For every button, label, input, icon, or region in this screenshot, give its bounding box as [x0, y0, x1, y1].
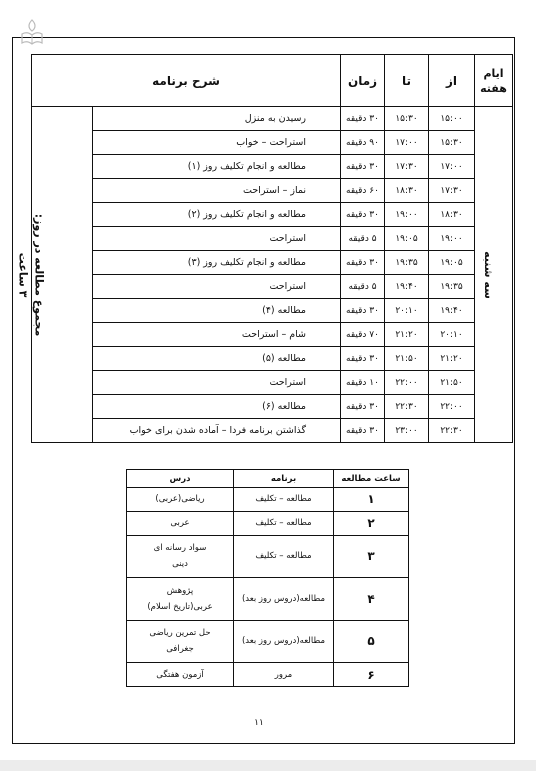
program-cell: مطالعه(دروس روز بعد) — [234, 620, 334, 662]
from-cell: ۲۱:۵۰ — [429, 371, 475, 395]
day-cell — [475, 107, 513, 443]
to-cell: ۲۱:۵۰ — [385, 347, 429, 371]
table-row — [32, 251, 513, 275]
total-study-line1: مجموع مطالعه در روز: — [32, 213, 46, 336]
header-program: برنامه — [234, 470, 334, 488]
from-cell: ۱۹:۳۵ — [429, 275, 475, 299]
to-cell: ۲۲:۰۰ — [385, 371, 429, 395]
table-row — [32, 227, 513, 251]
to-cell: ۱۹:۴۰ — [385, 275, 429, 299]
table-row — [32, 299, 513, 323]
table-row — [32, 131, 513, 155]
duration-cell: ۵ دقیقه — [341, 227, 385, 251]
from-cell: ۲۱:۲۰ — [429, 347, 475, 371]
from-cell: ۱۷:۰۰ — [429, 155, 475, 179]
header-study-hour: ساعت مطالعه — [334, 470, 409, 488]
to-cell: ۲۲:۳۰ — [385, 395, 429, 419]
duration-cell: ۳۰ دقیقه — [341, 299, 385, 323]
description-cell: رسیدن به منزل — [93, 107, 341, 131]
duration-cell: ۳۰ دقیقه — [341, 107, 385, 131]
lesson-line: سواد رسانه ای — [153, 543, 207, 554]
lesson-cell — [127, 620, 234, 662]
lesson-line: ریاضی(عربی) — [155, 494, 205, 505]
duration-cell: ۵ دقیقه — [341, 275, 385, 299]
description-cell: مطالعه و انجام تکلیف روز (۳) — [93, 251, 341, 275]
study-hour-cell: ۳ — [334, 535, 409, 577]
description-cell: مطالعه (۶) — [93, 395, 341, 419]
from-cell: ۱۵:۳۰ — [429, 131, 475, 155]
from-cell: ۱۹:۰۵ — [429, 251, 475, 275]
table-row — [32, 107, 513, 131]
duration-cell: ۳۰ دقیقه — [341, 251, 385, 275]
table-row — [127, 663, 409, 687]
total-study-label — [15, 213, 47, 336]
study-hour-cell: ۵ — [334, 620, 409, 662]
from-cell: ۲۰:۱۰ — [429, 323, 475, 347]
total-study-line2: ۳ ساعت — [16, 252, 30, 297]
description-cell: مطالعه و انجام تکلیف روز (۲) — [93, 203, 341, 227]
program-cell: مطالعه – تکلیف — [234, 488, 334, 512]
duration-cell: ۹۰ دقیقه — [341, 131, 385, 155]
day-label: سه شنبه — [482, 250, 496, 299]
total-study-cell — [16, 107, 93, 443]
study-header-row — [127, 470, 409, 488]
table-row — [127, 488, 409, 512]
duration-cell: ۳۰ دقیقه — [341, 419, 385, 443]
description-cell: استراحت — [93, 275, 341, 299]
table-row — [32, 179, 513, 203]
duration-cell: ۱۰ دقیقه — [341, 371, 385, 395]
duration-cell: ۳۰ دقیقه — [341, 155, 385, 179]
table-row — [32, 347, 513, 371]
from-cell: ۱۵:۰۰ — [429, 107, 475, 131]
study-hour-cell: ۴ — [334, 578, 409, 620]
to-cell: ۲۳:۰۰ — [385, 419, 429, 443]
study-hour-cell: ۶ — [334, 663, 409, 687]
study-hour-cell: ۲ — [334, 511, 409, 535]
program-cell: مرور — [234, 663, 334, 687]
description-cell: شام – استراحت — [93, 323, 341, 347]
to-cell: ۲۱:۲۰ — [385, 323, 429, 347]
table-row — [32, 275, 513, 299]
header-to: تا — [385, 55, 429, 107]
daily-schedule-table — [16, 54, 513, 443]
table-row — [127, 620, 409, 662]
to-cell: ۱۸:۳۰ — [385, 179, 429, 203]
description-cell: استراحت – خواب — [93, 131, 341, 155]
lesson-line: عربی — [170, 518, 190, 529]
to-cell: ۱۵:۳۰ — [385, 107, 429, 131]
from-cell: ۱۹:۴۰ — [429, 299, 475, 323]
to-cell: ۱۹:۳۵ — [385, 251, 429, 275]
duration-cell: ۳۰ دقیقه — [341, 203, 385, 227]
description-cell: استراحت — [93, 227, 341, 251]
to-cell: ۲۰:۱۰ — [385, 299, 429, 323]
program-cell: مطالعه – تکلیف — [234, 535, 334, 577]
table-row — [32, 371, 513, 395]
to-cell: ۱۷:۰۰ — [385, 131, 429, 155]
to-cell: ۱۷:۳۰ — [385, 155, 429, 179]
duration-cell: ۶۰ دقیقه — [341, 179, 385, 203]
table-row — [127, 535, 409, 577]
table-row — [127, 578, 409, 620]
table-row — [32, 203, 513, 227]
open-book-logo-icon — [20, 18, 44, 48]
description-cell: مطالعه و انجام تکلیف روز (۱) — [93, 155, 341, 179]
header-lesson: درس — [127, 470, 234, 488]
study-plan-table — [126, 469, 409, 687]
description-cell: مطالعه (۵) — [93, 347, 341, 371]
lesson-line: حل تمرین ریاضی — [149, 628, 211, 639]
from-cell: ۱۷:۳۰ — [429, 179, 475, 203]
table-row — [32, 323, 513, 347]
lesson-cell — [127, 488, 234, 512]
lesson-line: پژوهش — [166, 585, 194, 596]
lesson-line: آزمون هفتگی — [156, 669, 204, 680]
description-cell: استراحت — [93, 371, 341, 395]
header-day: ایام هفته — [475, 55, 513, 107]
description-cell: گذاشتن برنامه فردا – آماده شدن برای خواب — [93, 419, 341, 443]
to-cell: ۱۹:۰۵ — [385, 227, 429, 251]
duration-cell: ۷۰ دقیقه — [341, 323, 385, 347]
duration-cell: ۳۰ دقیقه — [341, 347, 385, 371]
lesson-cell — [127, 535, 234, 577]
to-cell: ۱۹:۰۰ — [385, 203, 429, 227]
description-cell: مطالعه (۴) — [93, 299, 341, 323]
from-cell: ۱۸:۳۰ — [429, 203, 475, 227]
description-cell: نماز – استراحت — [93, 179, 341, 203]
from-cell: ۱۹:۰۰ — [429, 227, 475, 251]
from-cell: ۲۲:۰۰ — [429, 395, 475, 419]
lesson-cell — [127, 511, 234, 535]
header-duration: زمان — [341, 55, 385, 107]
duration-cell: ۳۰ دقیقه — [341, 395, 385, 419]
program-cell: مطالعه – تکلیف — [234, 511, 334, 535]
lesson-line: عربی(تاریخ اسلام) — [147, 601, 213, 612]
from-cell: ۲۲:۳۰ — [429, 419, 475, 443]
header-from: از — [429, 55, 475, 107]
table-row — [32, 419, 513, 443]
page-number: ۱۱ — [254, 718, 264, 728]
study-hour-cell: ۱ — [334, 488, 409, 512]
table-row — [127, 511, 409, 535]
table-row — [32, 395, 513, 419]
bottom-edge-strip — [0, 760, 536, 771]
program-cell: مطالعه(دروس روز بعد) — [234, 578, 334, 620]
lesson-line: دینی — [172, 559, 188, 570]
table-row — [32, 155, 513, 179]
lesson-cell — [127, 578, 234, 620]
header-description: شرح برنامه — [32, 55, 341, 107]
schedule-header-row — [32, 55, 513, 107]
lesson-line: جغرافی — [166, 644, 194, 655]
lesson-cell — [127, 663, 234, 687]
